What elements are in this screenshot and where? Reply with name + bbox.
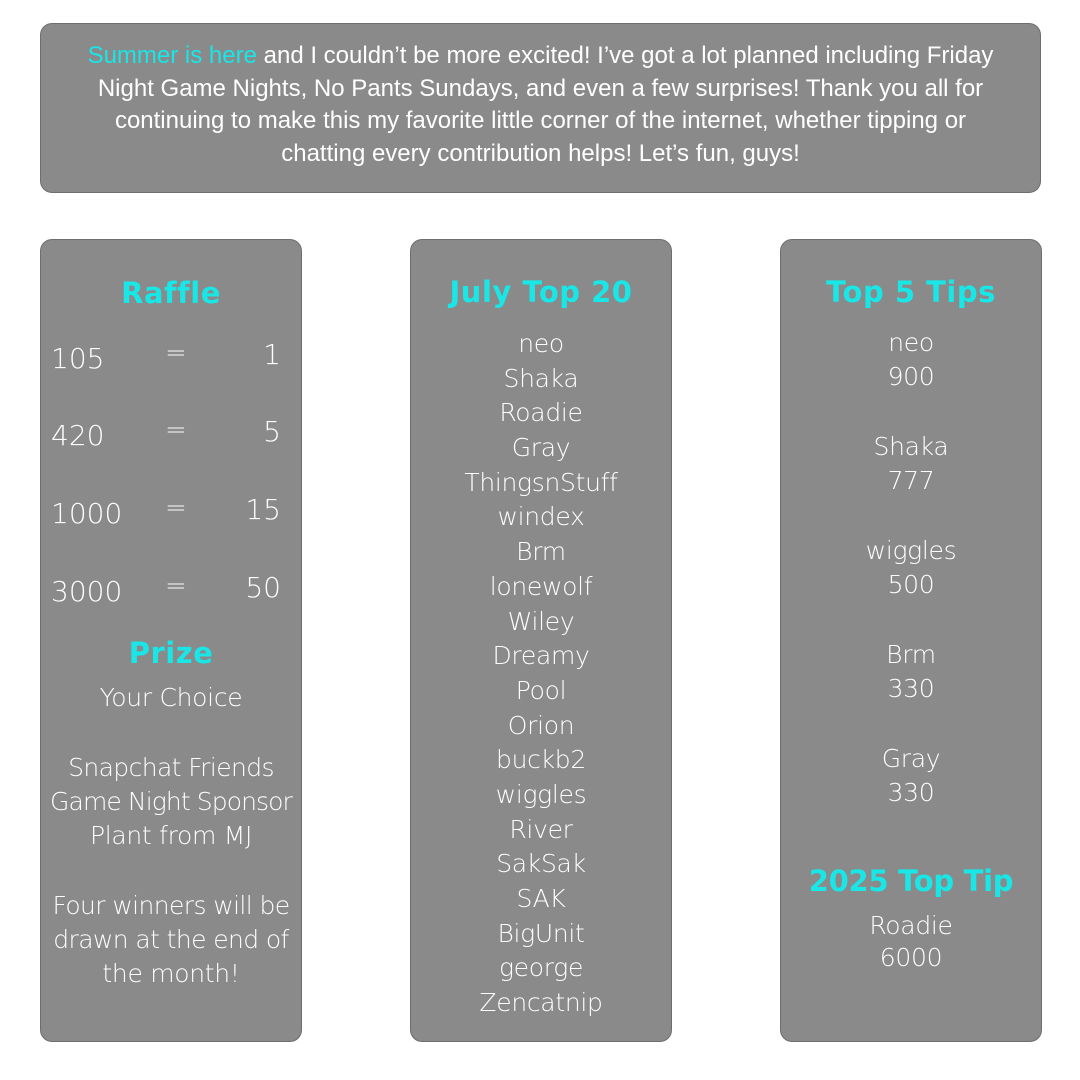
tipper-name: Gray	[881, 744, 941, 773]
raffle-panel	[40, 239, 302, 1042]
raffle-row	[41, 415, 301, 459]
raffle-entries: 1	[263, 338, 281, 371]
list-item: ThingsnStuff	[464, 467, 618, 497]
top20-title: July Top 20	[449, 275, 633, 309]
tipper-name: Brm	[886, 640, 936, 669]
tipper-name: neo	[888, 328, 934, 357]
list-item: lonewolf	[489, 571, 593, 601]
raffle-equals: =	[165, 338, 187, 368]
prize-choice: Your Choice	[99, 683, 243, 712]
prize-title: Prize	[128, 636, 214, 670]
tipper-amount: 330	[887, 778, 935, 807]
year-top-tip-title: 2025 Top Tip	[808, 864, 1014, 898]
list-item: Pool	[515, 675, 567, 705]
list-item: wiggles	[495, 779, 587, 809]
raffle-amount: 1000	[51, 497, 123, 530]
list-item: Wiley	[507, 606, 575, 636]
intro-text: and I couldn’t be more excited! I’ve got a lot planned including Friday Night Game Nights, No Pants Sundays, and even a few surprises! Thank you all for continuing to make this my favorite little corner of the internet, whether tipping or chatting every contribution helps! Let’s fun, guys!	[97, 42, 994, 167]
raffle-entries: 15	[245, 493, 281, 526]
top20-panel	[410, 239, 672, 1042]
raffle-equals: =	[165, 571, 187, 601]
raffle-note-line: the month!	[102, 959, 240, 988]
raffle-note-line: Four winners will be	[52, 891, 290, 920]
year-top-tip-amount: 6000	[879, 943, 943, 972]
raffle-entries: 5	[263, 415, 281, 448]
top-tips-panel	[780, 239, 1042, 1042]
list-item: buckb2	[496, 745, 586, 775]
prize-item: Snapchat Friends	[68, 753, 274, 782]
list-item: River	[509, 814, 573, 844]
raffle-note-line: drawn at the end of	[53, 925, 289, 954]
raffle-amount: 105	[51, 342, 105, 375]
list-item: george	[498, 953, 584, 983]
prize-item: Plant from MJ	[89, 821, 253, 850]
top20-list	[411, 327, 671, 1021]
tipper-name: wiggles	[865, 536, 957, 565]
raffle-row	[41, 571, 301, 615]
intro-highlight: Summer is here	[87, 42, 257, 69]
list-item: windex	[497, 502, 585, 532]
list-item: Zencatnip	[479, 988, 603, 1018]
list-item: Brm	[516, 537, 566, 567]
prize-item: Game Night Sponsor	[50, 787, 292, 816]
raffle-amount: 420	[51, 419, 105, 452]
list-item: Shaka	[503, 363, 579, 393]
tipper-amount: 777	[887, 466, 935, 495]
list-item: SakSak	[496, 849, 586, 879]
tipper-amount: 330	[887, 674, 935, 703]
list-item: Gray	[511, 433, 571, 463]
raffle-title: Raffle	[121, 276, 221, 310]
raffle-entries: 50	[245, 571, 281, 604]
raffle-amount: 3000	[51, 575, 123, 608]
tipper-name: Shaka	[873, 432, 949, 461]
intro-panel	[40, 23, 1041, 193]
raffle-row	[41, 493, 301, 537]
raffle-equals: =	[165, 415, 187, 445]
raffle-equals: =	[165, 493, 187, 523]
list-item: Dreamy	[492, 641, 590, 671]
list-item: Roadie	[499, 398, 583, 428]
year-top-tip-name: Roadie	[869, 911, 953, 940]
list-item: Orion	[507, 710, 575, 740]
tipper-amount: 900	[887, 362, 935, 391]
list-item: neo	[518, 329, 564, 358]
raffle-row	[41, 338, 301, 382]
tipper-amount: 500	[887, 570, 935, 599]
list-item: BigUnit	[497, 918, 585, 948]
list-item: SAK	[516, 884, 566, 913]
top-tips-title: Top 5 Tips	[826, 275, 996, 309]
